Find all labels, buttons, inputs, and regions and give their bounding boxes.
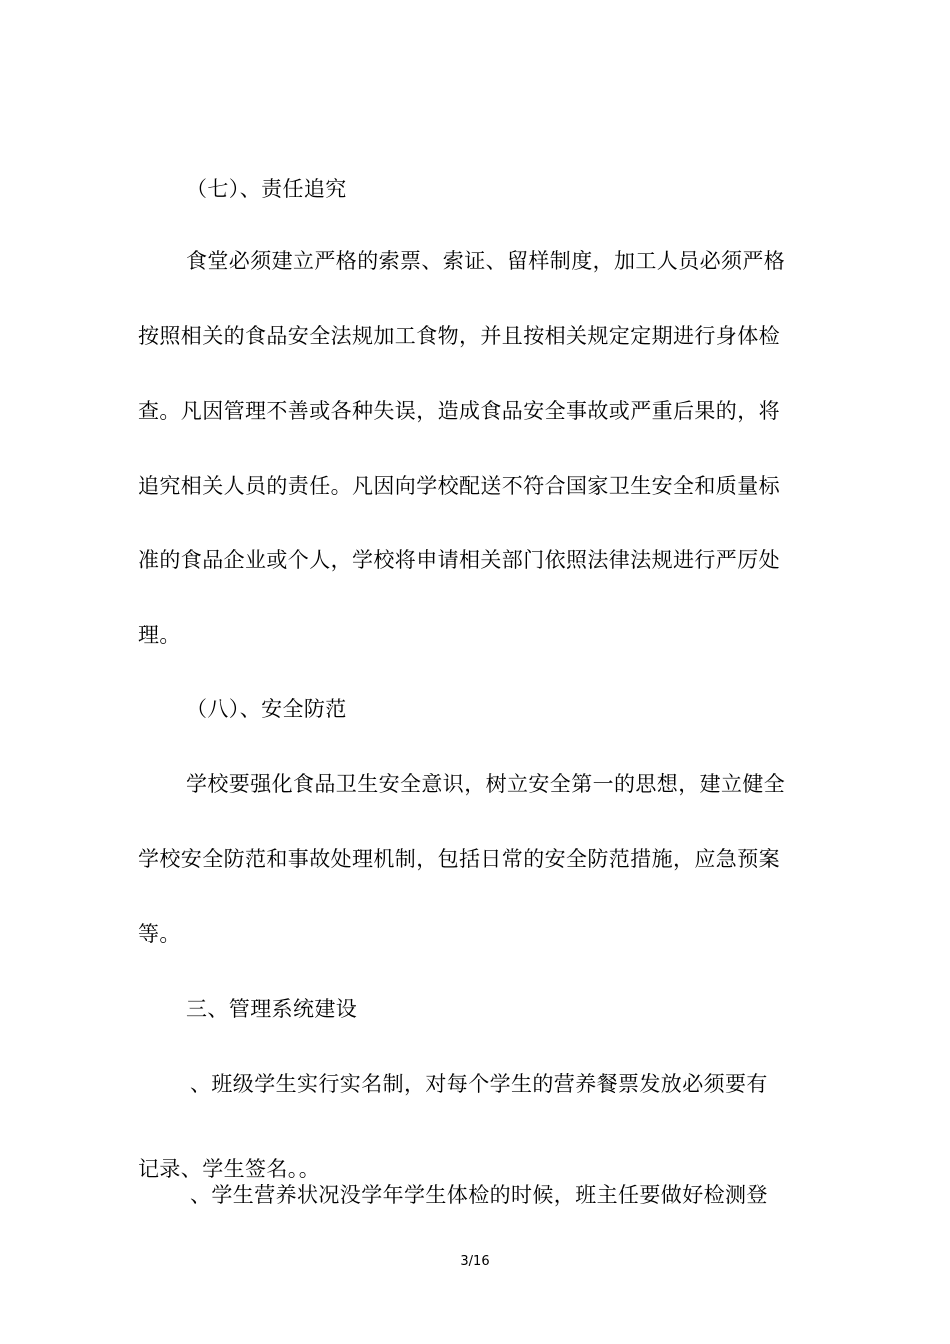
list-item-line: 、班级学生实行实名制，对每个学生的营养餐票发放必须要有 (190, 1072, 768, 1096)
paragraph-line: 学校安全防范和事故处理机制，包括日常的安全防范措施，应急预案 (138, 847, 780, 871)
list-item-line: 记录、学生签名。。 (138, 1157, 321, 1181)
paragraph-line: 追究相关人员的责任。凡因向学校配送不符合国家卫生安全和质量标 (138, 474, 780, 498)
list-item-line: 、学生营养状况没学年学生体检的时候，班主任要做好检测登 (190, 1183, 768, 1207)
section-heading-accountability: （七）、责任追究 (186, 177, 347, 201)
section-heading-safety: （八）、安全防范 (186, 697, 347, 721)
page-number: 3/16 (460, 1254, 490, 1269)
paragraph-line: 按照相关的食品安全法规加工食物，并且按相关规定定期进行身体检 (138, 324, 780, 348)
paragraph-line: 准的食品企业或个人，学校将申请相关部门依照法律法规进行严厉处 (138, 548, 780, 572)
paragraph-line: 理。 (138, 623, 181, 647)
paragraph-line: 学校要强化食品卫生安全意识，树立安全第一的思想，建立健全 (186, 772, 786, 796)
part-heading-management-system: 三、管理系统建设 (186, 997, 358, 1021)
paragraph-line: 等。 (138, 922, 181, 946)
paragraph-line: 查。凡因管理不善或各种失误，造成食品安全事故或严重后果的，将 (138, 399, 780, 423)
paragraph-line: 食堂必须建立严格的索票、索证、留样制度，加工人员必须严格 (186, 249, 786, 273)
